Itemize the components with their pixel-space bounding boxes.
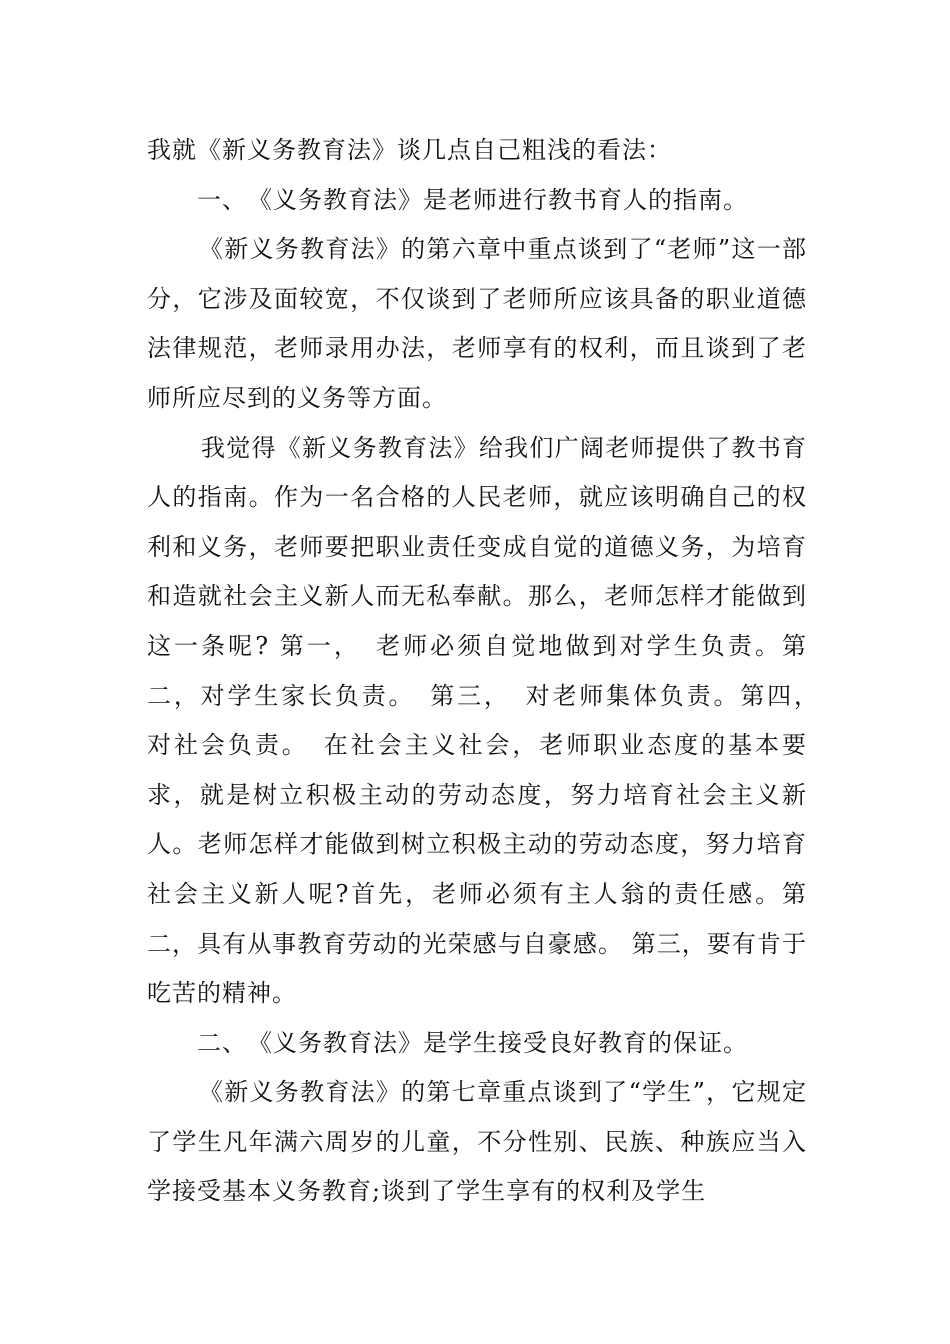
- body-paragraph: 《新义务教育法》的第六章中重点谈到了“老师”这一部分，它涉及面较宽，不仅谈到了老师所应该具备的职业道德法律规范，老师录用办法，老师享有的权利，而且谈到了老师所应尽到的义务等方面。: [147, 235, 807, 412]
- section-heading-one: 一、 《义务教育法》是老师进行教书育人的指南。: [197, 185, 748, 214]
- document-body: [147, 126, 832, 1217]
- body-paragraph: 《新义务教育法》的第七章重点谈到了“学生”，它规定了学生凡年满六周岁的儿童，不分性别、民族、种族应当入学接受基本义务教育;谈到了学生享有的权利及学生: [147, 1078, 807, 1206]
- body-paragraph: 我觉得《新义务教育法》给我们广阔老师提供了教书育人的指南。作为一名合格的人民老师，就应该明确自己的权利和义务，老师要把职业责任变成自觉的道德义务，为培育和造就社会主义新人而无私奉献。那么，老师怎样才能做到这一条呢? 第一， 老师必须自觉地做到对学生负责。第二，对学生家长负责。 第三， 对老师集体负责。第四， 对社会负责。 在社会主义社会，老师职业态度的基本要求，就是树立积极主动的劳动态度，努力培育社会主义新人。老师怎样才能做到树立积极主动的劳动态度，努力培育社会主义新人呢?首先，老师必须有主人翁的责任感。第二，具有从事教育劳动的光荣感与自豪感。 第三，要有肯于吃苦的精神。: [147, 433, 832, 1008]
- intro-paragraph: 我就《新义务教育法》谈几点自己粗浅的看法：: [147, 136, 672, 164]
- section-heading-two: 二、 《义务教育法》是学生接受良好教育的保证。: [197, 1028, 748, 1057]
